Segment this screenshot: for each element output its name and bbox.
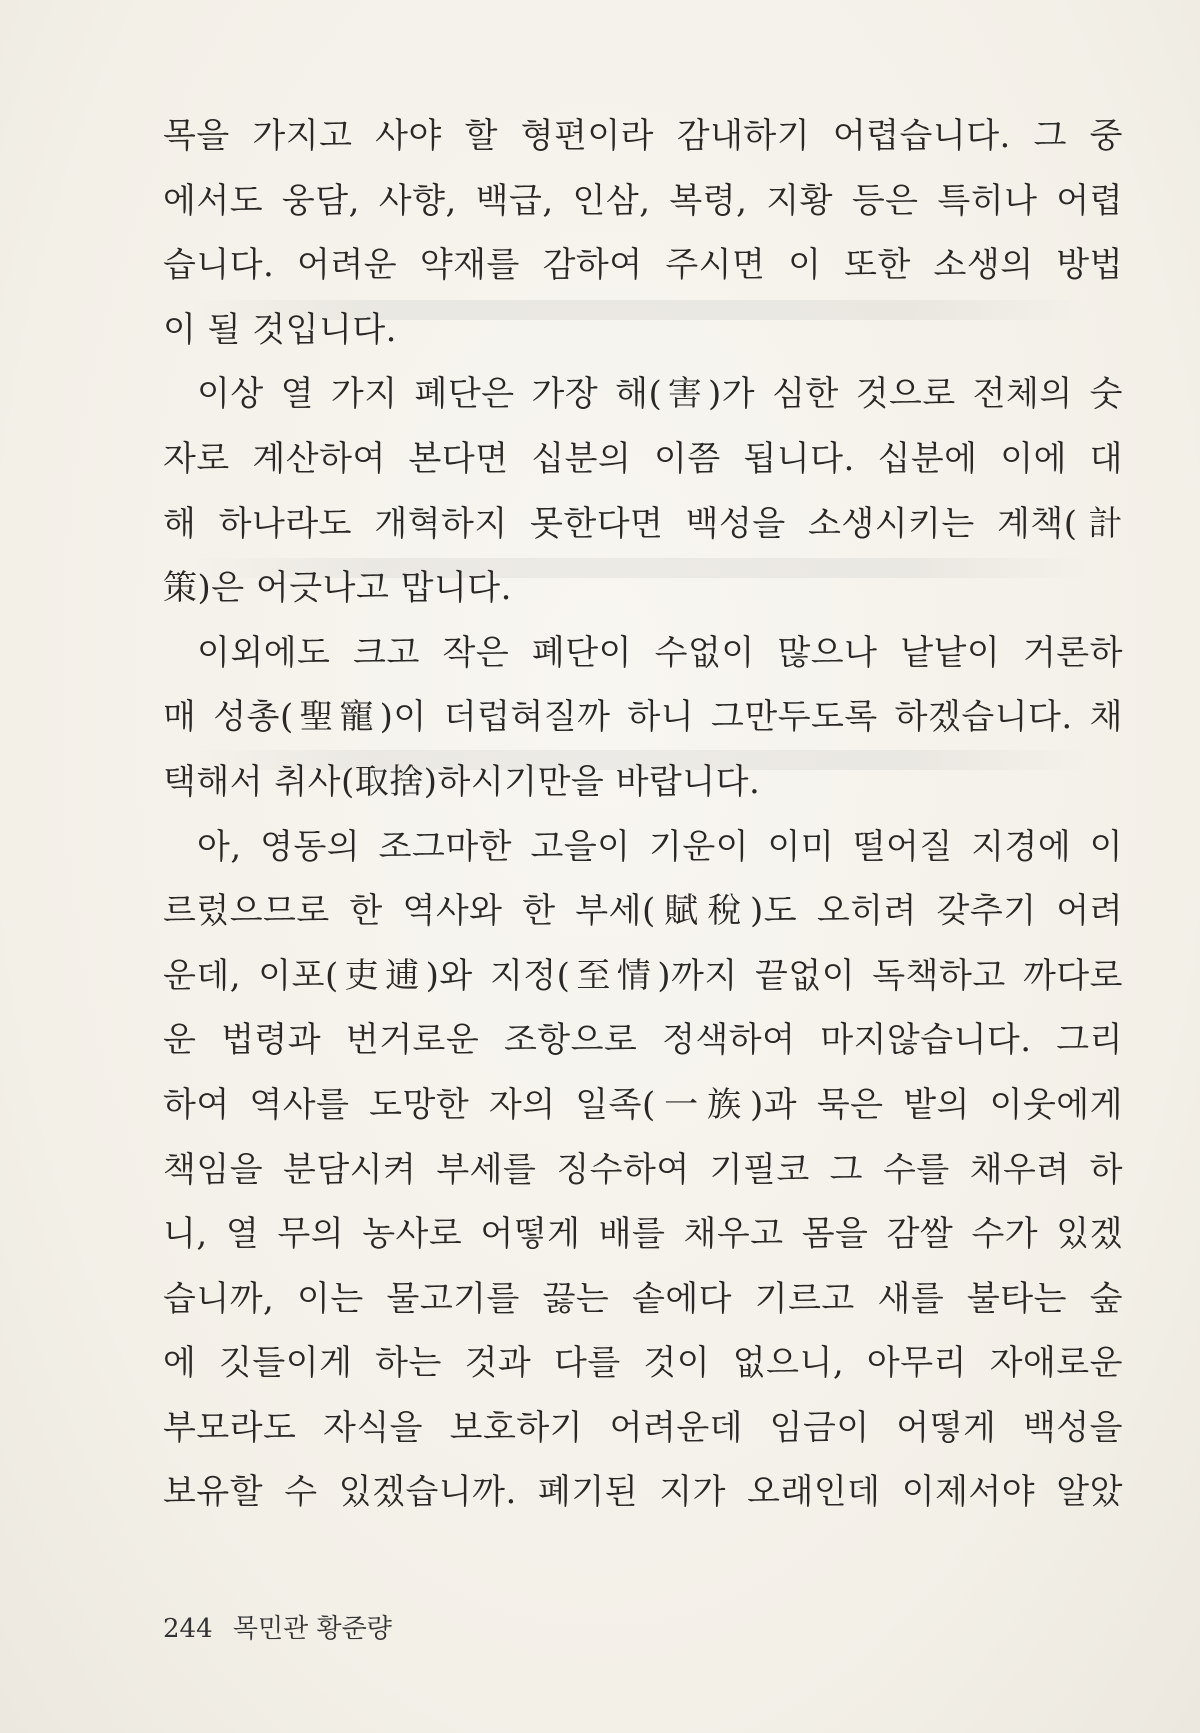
page-footer [163, 1608, 392, 1645]
text-line: 보유할 수 있겠습니까. 폐기된 지가 오래인데 이제서야 알았 [163, 1472, 1123, 1513]
book-title: 목민관 황준량 [232, 1614, 392, 1644]
text-line: 아, 영동의 조그마한 고을이 기운이 이미 떨어질 지경에 이 [197, 826, 1123, 867]
text-line: 해 하나라도 개혁하지 못한다면 백성을 소생시키는 계책(計 [163, 503, 1123, 544]
text-line: 하여 역사를 도망한 자의 일족(一族)과 묵은 밭의 이웃에게 [163, 1084, 1123, 1125]
text-line: 자로 계산하여 본다면 십분의 이쯤 됩니다. 십분에 이에 대 [163, 438, 1123, 479]
text-line: 에 깃들이게 하는 것과 다를 것이 없으니, 아무리 자애로운 [163, 1343, 1123, 1384]
text-line: 습니까, 이는 물고기를 끓는 솥에다 기르고 새를 불타는 숲 [163, 1278, 1123, 1319]
text-line: 이외에도 크고 작은 폐단이 수없이 많으나 낱낱이 거론하 [197, 632, 1123, 673]
text-line: 책임을 분담시켜 부세를 징수하여 기필코 그 수를 채우려 하 [163, 1149, 1123, 1190]
text-line: 부모라도 자식을 보호하기 어려운데 임금이 어떻게 백성을 [163, 1407, 1123, 1448]
text-line: 이 될 것입니다. [163, 309, 397, 350]
text-line: 운 법령과 번거로운 조항으로 정색하여 마지않습니다. 그리 [163, 1020, 1123, 1061]
text-line: 策)은 어긋나고 맙니다. [163, 568, 512, 609]
text-line: 운데, 이포(吏逋)와 지정(至情)까지 끝없이 독책하고 까다로 [163, 955, 1123, 996]
text-line: 목을 가지고 사야 할 형편이라 감내하기 어렵습니다. 그 중 [163, 116, 1123, 156]
text-line: 르렀으므로 한 역사와 한 부세(賦稅)도 오히려 갖추기 어려 [163, 891, 1123, 932]
text-line: 택해서 취사(取捨)하시기만을 바랍니다. [163, 761, 761, 802]
text-line: 습니다. 어려운 약재를 감하여 주시면 이 또한 소생의 방법 [163, 245, 1123, 286]
text-line: 매 성총(聖寵)이 더럽혀질까 하니 그만두도록 하겠습니다. 채 [163, 697, 1123, 738]
text-line: 에서도 웅담, 사향, 백급, 인삼, 복령, 지황 등은 특히나 어렵 [163, 180, 1123, 221]
text-line: 이상 열 가지 폐단은 가장 해(害)가 심한 것으로 전체의 숫 [197, 374, 1123, 415]
page-number: 244 [163, 1614, 213, 1644]
text-line: 니, 열 무의 농사로 어떻게 배를 채우고 몸을 감쌀 수가 있겠 [163, 1214, 1123, 1255]
body-text [163, 104, 1123, 1525]
